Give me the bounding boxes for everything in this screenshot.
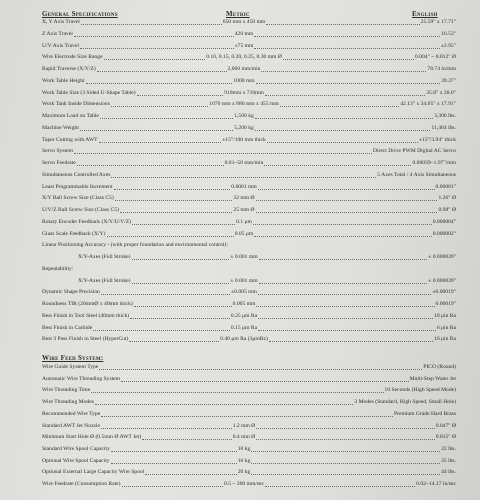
spec-row xyxy=(0,206,480,215)
spec-english-value: 0.000002" xyxy=(432,230,456,237)
dot-leader xyxy=(137,95,223,96)
spec-label: Minimum Start Hole Ø (0.5mm Ø AWT Jet) xyxy=(42,434,142,441)
spec-english-value: Premium Grade Hard Brass xyxy=(394,410,456,417)
spec-label: Maximum Load on Table xyxy=(42,113,99,119)
dot-leader xyxy=(258,189,435,190)
spec-label: Z Axis Travel xyxy=(42,30,73,37)
spec-english-value: PICO (Round) xyxy=(423,364,456,370)
spec-metric-value: 32 mm Ø xyxy=(233,195,255,202)
spec-metric-value: 0.10, 0.15, 0.20, 0.25, 0.30 mm Ø xyxy=(206,54,282,61)
english-column-header: English xyxy=(412,10,438,18)
spec-metric-value: 1.2 mm Ø xyxy=(232,422,256,429)
dot-leader xyxy=(111,463,237,464)
spec-english-value: 1.26" Ø xyxy=(438,195,456,202)
dot-leader xyxy=(101,428,232,429)
spec-metric-value: 1070 mm x 880 mm x 455 mm xyxy=(209,101,279,108)
dot-leader xyxy=(251,474,440,475)
dot-leader xyxy=(114,189,231,190)
dot-leader xyxy=(280,106,399,107)
spec-row xyxy=(0,65,480,74)
spec-label: X/Y-Axes (Full Stroke) xyxy=(78,277,131,284)
dot-leader xyxy=(74,36,234,37)
dot-leader xyxy=(111,451,237,452)
dot-leader xyxy=(256,428,434,429)
dot-leader xyxy=(264,165,411,166)
dot-leader xyxy=(99,142,222,143)
spec-row xyxy=(0,312,480,321)
dot-leader xyxy=(77,165,224,166)
spec-english-value: ±0.00019" xyxy=(432,289,456,296)
spec-english-value: 0.02~14.17 in/sec xyxy=(416,481,456,487)
dot-leader xyxy=(132,259,230,260)
spec-label: Roundness TIR (20mmØ x 40mm thick) xyxy=(42,301,133,307)
spec-english-value: 22 lbs. xyxy=(441,445,456,452)
spec-row xyxy=(0,100,480,109)
spec-label: X/Y-Axes (Full Stroke) xyxy=(78,254,131,260)
dot-leader xyxy=(258,330,436,331)
spec-metric-value: 0.05 μm xyxy=(234,230,254,237)
spec-label: Rapid Traverse (X/Y/Z) xyxy=(42,66,96,72)
dot-leader xyxy=(130,318,230,319)
spec-label: X/Y Ball Screw Size (Class C5) xyxy=(42,195,114,202)
spec-label: Standard Wire Spool Capacity xyxy=(42,445,110,452)
spec-label: Best Finish in Carbide xyxy=(42,324,93,331)
spec-english-value: Multi-Step Water Jet xyxy=(409,375,456,382)
dot-leader xyxy=(74,153,372,154)
spec-metric-value: 910mm x 710mm xyxy=(224,89,264,96)
dot-leader xyxy=(258,294,432,295)
spec-row xyxy=(0,136,480,145)
spec-english-value: 0.00019" xyxy=(435,301,456,307)
spec-english-value: 35 lbs. xyxy=(441,457,456,464)
dot-leader xyxy=(91,392,383,393)
spec-english-value: 0.98" Ø xyxy=(438,207,456,213)
dot-leader xyxy=(261,71,426,72)
spec-row xyxy=(0,42,480,51)
spec-english-value: ± 0.000039" xyxy=(428,277,456,284)
spec-english-value: 44 lbs. xyxy=(441,469,456,476)
dot-leader xyxy=(134,306,232,307)
dot-leader xyxy=(255,118,433,119)
spec-metric-value: 0.1 μm xyxy=(236,218,252,225)
dot-leader xyxy=(258,318,433,319)
spec-metric-value: 650 mm x 450 mm xyxy=(222,19,266,25)
spec-row xyxy=(0,468,480,477)
general-spec-title: General Specifications xyxy=(42,10,118,18)
spec-row xyxy=(0,112,480,121)
spec-row xyxy=(0,194,480,203)
dot-leader xyxy=(266,24,419,25)
spec-row xyxy=(0,386,480,395)
spec-label: Wire Guide System Type xyxy=(42,364,99,370)
spec-label: Machine Weight xyxy=(42,124,79,131)
spec-row xyxy=(0,253,480,262)
spec-label: Automatic Wire Threading System xyxy=(42,375,121,382)
spec-label: Standard AWT Jet Nozzle xyxy=(42,422,101,429)
spec-english-value: 42.13" x 34.65" x 17.91" xyxy=(400,101,456,108)
dot-leader xyxy=(129,341,219,342)
spec-row xyxy=(0,398,480,407)
dot-leader xyxy=(80,130,233,131)
spec-label: Least Programmable Increment xyxy=(42,183,113,190)
spec-row xyxy=(0,363,480,372)
spec-metric-value: 420 mm xyxy=(234,30,254,37)
dot-leader xyxy=(251,463,440,464)
spec-label: Linear Positioning Accuracy - (with proper foundation and environmental control): xyxy=(42,242,228,249)
spec-row xyxy=(0,277,480,286)
dot-leader xyxy=(259,283,428,284)
spec-metric-value: 16 kg xyxy=(237,457,251,464)
spec-label: Work Table Size (3 Sided U-Shape Table) xyxy=(42,89,136,96)
spec-label: X, Y Axis Travel xyxy=(42,19,80,25)
spec-metric-value: 2,000 mm/min xyxy=(227,66,261,72)
spec-metric-value: ±15°/100 mm thick xyxy=(222,136,266,143)
spec-label: Optional Wire Spool Capacity xyxy=(42,457,110,464)
dot-leader xyxy=(121,381,409,382)
dot-leader xyxy=(111,106,208,107)
dot-leader xyxy=(283,59,414,60)
spec-metric-value: ±0.005 mm xyxy=(231,289,257,296)
spec-label: Wire Electrode Size Range xyxy=(42,54,103,61)
dot-leader xyxy=(254,236,431,237)
dot-leader xyxy=(101,294,230,295)
spec-row xyxy=(0,480,480,489)
spec-english-value: 11,464 lbs. xyxy=(431,124,456,131)
dot-leader xyxy=(95,404,354,405)
spec-label: Dynamic Shape Precision xyxy=(42,289,100,296)
dot-leader xyxy=(81,24,222,25)
spec-english-value: 25.59" x 17.71" xyxy=(420,19,456,25)
dot-leader xyxy=(86,83,233,84)
dot-leader xyxy=(122,486,223,487)
spec-english-value: 35.8" x 28.0" xyxy=(426,89,456,96)
spec-metric-value: 20 kg xyxy=(237,469,251,476)
dot-leader xyxy=(132,283,230,284)
dot-leader xyxy=(254,36,440,37)
dot-leader xyxy=(99,369,422,370)
spec-label: U/V Axis Travel xyxy=(42,42,79,49)
spec-row xyxy=(0,218,480,227)
spec-label: Servo Feedrate xyxy=(42,160,76,166)
spec-english-value: 6 μin Ra xyxy=(436,324,456,331)
dot-leader xyxy=(97,71,227,72)
spec-row xyxy=(0,124,480,133)
spec-english-value: 0.047" Ø xyxy=(435,422,456,429)
dot-leader xyxy=(100,118,233,119)
spec-metric-value: 0.5 ~ 360 mm/sec xyxy=(223,481,265,487)
spec-row xyxy=(0,324,480,333)
spec-english-value: 0.00039~1.97"/min xyxy=(412,160,456,166)
spec-label: Glass Scale Feedback (X/Y) xyxy=(42,230,106,237)
spec-metric-value: 25 mm Ø xyxy=(233,207,255,213)
metric-column-header: Metric xyxy=(226,10,250,18)
spec-row xyxy=(0,241,480,250)
spec-english-value: 5 Axes Total / 4 Axis Simultaneous xyxy=(377,171,456,178)
dot-leader xyxy=(93,330,230,331)
spec-english-value: 39.37" xyxy=(441,77,456,84)
spec-metric-value: 5,200 kg xyxy=(234,124,254,131)
spec-row xyxy=(0,30,480,39)
spec-metric-value: ± 0.001 mm xyxy=(230,254,258,260)
dot-leader xyxy=(80,48,234,49)
page-edge-strip xyxy=(300,0,480,3)
spec-metric-value: 0.4 mm Ø xyxy=(232,434,256,441)
dot-leader xyxy=(256,306,434,307)
spec-row xyxy=(0,300,480,309)
spec-label: U/V/Z Ball Screw Size (Class C5) xyxy=(42,207,119,213)
spec-row xyxy=(0,159,480,168)
dot-leader xyxy=(259,259,428,260)
spec-row xyxy=(0,89,480,98)
dot-leader xyxy=(256,83,440,84)
dot-leader xyxy=(253,224,432,225)
spec-english-value: 10 Seconds (High Speed Mode) xyxy=(384,387,456,394)
spec-metric-value: 0.0001 mm xyxy=(231,183,257,190)
dot-leader xyxy=(251,451,440,452)
spec-row xyxy=(0,53,480,62)
spec-english-value: ±2.95" xyxy=(440,42,456,49)
spec-metric-value: 0.15 μm Ra xyxy=(230,324,258,331)
spec-metric-value: 1,500 kg xyxy=(234,113,254,119)
spec-row xyxy=(0,147,480,156)
spec-label: Wire Feedrate (Consumption Rate) xyxy=(42,481,121,487)
spec-english-value: 0.015" Ø xyxy=(435,434,456,441)
spec-label: Servo System xyxy=(42,148,73,155)
spec-label: Best Finish in Tool Steel (40mm thick) xyxy=(42,312,130,319)
spec-metric-value: 0.005 mm xyxy=(232,301,256,307)
spec-label: Simultaneous Controlled Axes xyxy=(42,171,111,178)
dot-leader xyxy=(256,200,438,201)
dot-leader xyxy=(265,486,415,487)
dot-leader xyxy=(145,474,236,475)
spec-row xyxy=(0,18,480,27)
dot-leader xyxy=(104,59,206,60)
dot-leader xyxy=(265,95,425,96)
dot-leader xyxy=(269,341,433,342)
spec-english-value: 0.00001" xyxy=(435,183,456,190)
spec-label: Repeatability: xyxy=(42,265,74,272)
dot-leader xyxy=(255,130,431,131)
dot-leader xyxy=(256,439,434,440)
dot-leader xyxy=(132,224,235,225)
spec-label: Rotary Encoder Feedback (X/Y/U/V/Z) xyxy=(42,218,132,225)
spec-metric-value: ± 0.001 mm xyxy=(230,277,258,284)
spec-row xyxy=(0,445,480,454)
dot-leader xyxy=(107,236,234,237)
spec-label: Work Tank Inside Dimensions xyxy=(42,101,110,108)
spec-english-value: 0.004" ~ 0.012" Ø xyxy=(415,54,456,61)
wire-feed-title: Wire Feed System: xyxy=(42,354,104,362)
dot-leader xyxy=(142,439,232,440)
spec-row xyxy=(0,171,480,180)
spec-row xyxy=(0,375,480,384)
dot-leader xyxy=(101,416,393,417)
spec-english-value: ± 0.000039" xyxy=(428,254,456,260)
dot-leader xyxy=(267,142,418,143)
spec-row xyxy=(0,183,480,192)
spec-english-value: Direct Drive PWM Digital AC Servo xyxy=(372,148,456,155)
spec-english-value: ±15°/3.94" thick xyxy=(418,136,456,143)
spec-label: Wire Threading Time xyxy=(42,387,91,394)
dot-leader xyxy=(115,200,233,201)
spec-row xyxy=(0,230,480,239)
dot-leader xyxy=(256,212,438,213)
spec-row xyxy=(0,457,480,466)
spec-english-value: 3 Modes (Standard, High Speed, Small Hole) xyxy=(354,399,456,406)
spec-label: Optional External Large Capacity Wire Spool xyxy=(42,469,145,476)
spec-metric-value: 0.40 μm Ra (3μmRz) xyxy=(220,336,268,343)
spec-label: Best 3 Pass Finish in Steel (HyperCut) xyxy=(42,336,129,343)
spec-english-value: 0.000004" xyxy=(432,218,456,225)
spec-english-value: 16.53" xyxy=(441,30,456,37)
spec-metric-value: 10 kg xyxy=(237,445,251,452)
spec-english-value: 78.74 in/min xyxy=(427,66,456,72)
spec-row xyxy=(0,288,480,297)
spec-english-value: 3,306 lbs. xyxy=(434,113,456,119)
spec-row xyxy=(0,433,480,442)
spec-metric-value: ±75 mm xyxy=(234,42,254,49)
spec-row xyxy=(0,335,480,344)
spec-label: Taper Cutting with AWT xyxy=(42,136,98,143)
spec-label: Wire Threading Modes xyxy=(42,399,94,406)
spec-metric-value: 0.01~50 mm/min xyxy=(224,160,264,166)
spec-row xyxy=(0,422,480,431)
spec-english-value: 16 μin Ra xyxy=(434,336,456,343)
dot-leader xyxy=(120,212,233,213)
spec-label: Work Table Height xyxy=(42,77,85,84)
spec-metric-value: 0.25 μm Ra xyxy=(230,312,258,319)
spec-english-value: 10 μin Ra xyxy=(434,312,456,319)
dot-leader xyxy=(111,177,376,178)
spec-metric-value: 1000 mm xyxy=(233,77,255,84)
dot-leader xyxy=(254,48,439,49)
spec-row xyxy=(0,265,480,274)
spec-label: Recommended Wire Type xyxy=(42,410,101,417)
spec-row xyxy=(0,410,480,419)
spec-row xyxy=(0,77,480,86)
